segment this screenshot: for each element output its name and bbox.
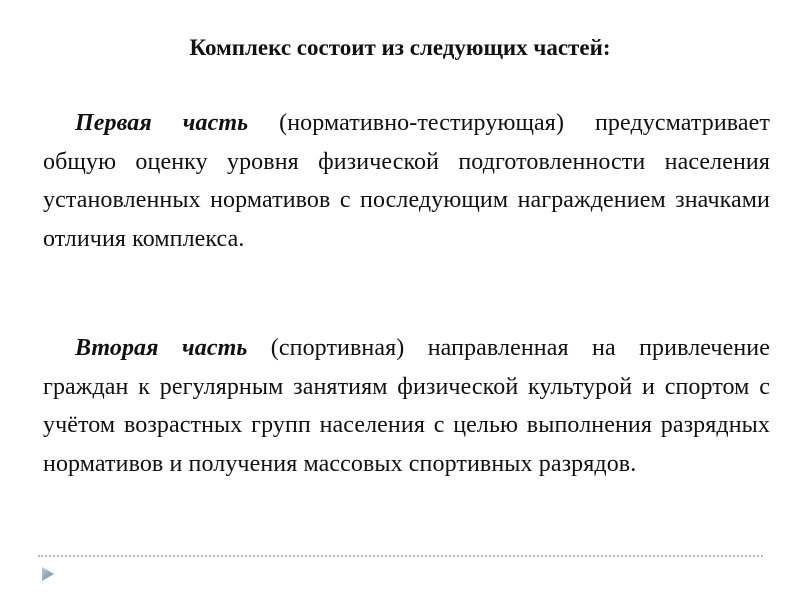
paragraph-first-body: (нормативно-тестирующая) предусматривает общую оценку уровня физической подготовленности населения установленных нормативов с последующим награждением значками отличия комплекса. bbox=[43, 110, 770, 252]
paragraph-first-part bbox=[43, 104, 770, 258]
play-arrow-icon[interactable] bbox=[42, 567, 54, 581]
paragraph-second-lead bbox=[75, 335, 247, 361]
slide-title: Комплекс состоит из следующих частей: bbox=[189, 35, 611, 60]
paragraph-second-body: (спортивная) направленная на привлечение граждан к регулярным занятиям физической культурой и спортом с учётом возрастных групп населения с целью выполнения разрядных нормативов и получения массовых спортивных разрядов. bbox=[43, 335, 770, 477]
lead-word-part: часть bbox=[182, 335, 248, 361]
lead-word-first: Первая bbox=[75, 110, 152, 136]
footer-divider bbox=[38, 555, 763, 557]
lead-word-part: часть bbox=[182, 110, 249, 136]
paragraph-second-part bbox=[43, 329, 770, 483]
paragraph-first-lead bbox=[75, 110, 248, 136]
lead-word-second: Вторая bbox=[75, 335, 159, 361]
